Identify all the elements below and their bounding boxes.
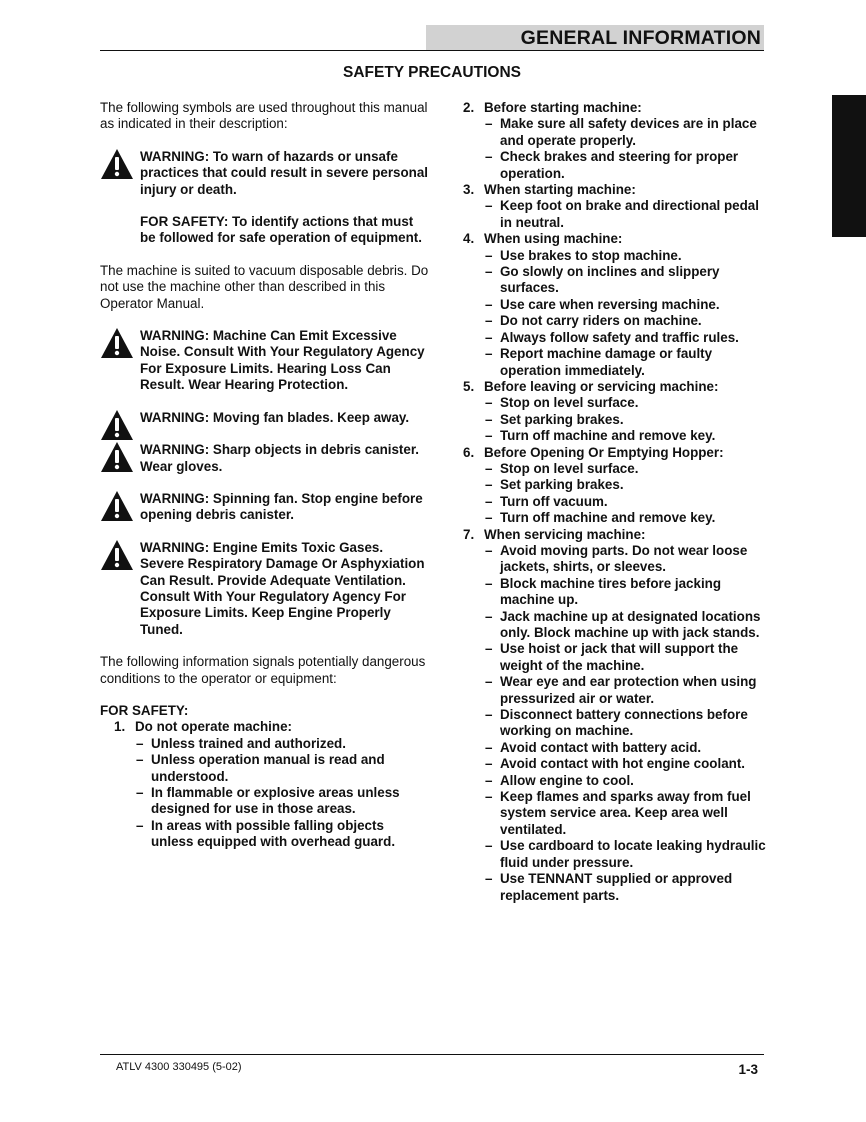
item-title: When using machine: (484, 231, 623, 247)
list-item: – Use TENNANT supplied or approved replacement parts. (485, 871, 733, 903)
list-item: – Turn off machine and remove key. (485, 428, 716, 444)
warning-text: WARNING: Spinning fan. Stop engine before opening debris canister. (140, 490, 423, 523)
item-list (463, 116, 773, 182)
item-list (114, 736, 430, 851)
page-number: 1-3 (738, 1062, 758, 1077)
suited-text: The machine is suited to vacuum disposable debris. Do not use the machine other than described in this Operator Manual. (100, 262, 429, 311)
list-item: – In flammable or explosive areas unless designed for use in those areas. (136, 785, 400, 817)
signals-text: The following information signals potentially dangerous conditions to the operator or equipment: (100, 654, 426, 686)
warning-text: WARNING: Engine Emits Toxic Gases. Severe Respiratory Damage Or Asphyxiation Can Result. Provide Adequate Ventilation. Consult With Your Regulatory Agency For Exposure Limits. Keep Engine Properly Tuned. (140, 539, 425, 637)
footer-rule (100, 1054, 764, 1055)
item-list (463, 248, 773, 379)
intro-text: The following symbols are used throughout this manual as indicated in their description: (100, 100, 428, 132)
warning-toxic-gases (100, 540, 430, 638)
list-item: – Go slowly on inclines and slippery surfaces. (485, 264, 720, 296)
list-item: – Turn off vacuum. (485, 493, 608, 509)
list-item: – Avoid contact with hot engine coolant. (485, 756, 745, 772)
list-item: – Set parking brakes. (485, 477, 624, 493)
safety-item-heading: 3. When starting machine: (463, 182, 636, 198)
list-item: – Use cardboard to locate leaking hydraulic fluid under pressure. (485, 838, 766, 870)
safety-item-6 (463, 445, 773, 527)
list-item: – Set parking brakes. (485, 411, 624, 427)
footer-doc-ref: ATLV 4300 330495 (5-02) (116, 1061, 242, 1073)
warning-triangle-icon (100, 441, 134, 473)
list-item: – Turn off machine and remove key. (485, 510, 716, 526)
warning-text: WARNING: Machine Can Emit Excessive Noise. Consult With Your Regulatory Agency For Exposure Limits. Hearing Loss Can Result. Wear Hearing Protection. (140, 328, 425, 393)
list-item: – Unless operation manual is read and understood. (136, 752, 385, 784)
list-item: – Use brakes to stop machine. (485, 247, 682, 263)
item-list (463, 461, 773, 527)
page-title: SAFETY PRECAUTIONS (343, 64, 521, 81)
item-title: Before starting machine: (484, 100, 642, 115)
safety-item-heading (114, 719, 430, 735)
safety-item-4 (463, 231, 773, 379)
right-column (463, 100, 773, 904)
warning-triangle-icon (100, 539, 134, 571)
item-list (463, 395, 773, 444)
list-item: – In areas with possible falling objects unless equipped with overhead guard. (136, 817, 396, 850)
safety-item-heading: 6. Before Opening Or Emptying Hopper: (463, 444, 724, 460)
list-item: – Report machine damage or faulty operation immediately. (485, 346, 713, 378)
item-title: When servicing machine: (484, 526, 646, 542)
list-item: – Allow engine to cool. (485, 772, 634, 788)
safety-item-heading: 4. When using machine: (463, 231, 623, 247)
item-title: Do not operate machine: (135, 719, 292, 735)
safety-item-heading: 7. When servicing machine: (463, 526, 646, 542)
safety-item-heading: 5. Before leaving or servicing machine: (463, 378, 719, 394)
warning-text: WARNING: Moving fan blades. Keep away. (140, 409, 410, 425)
safety-item-3 (463, 182, 773, 231)
list-item: – Keep foot on brake and directional pedal in neutral. (485, 198, 759, 230)
safety-item-5 (463, 379, 773, 445)
item-list (463, 198, 773, 231)
left-column (100, 100, 430, 851)
safety-definition: FOR SAFETY: To identify actions that must be followed for safe operation of equipment. (140, 214, 422, 246)
list-item: – Use hoist or jack that will support the weight of the machine. (485, 641, 739, 673)
safety-item-1 (100, 719, 430, 850)
list-item: – Avoid contact with battery acid. (485, 739, 702, 755)
warning-triangle-icon (100, 409, 134, 441)
for-safety-heading: FOR SAFETY: (100, 702, 189, 718)
list-item: – Use care when reversing machine. (485, 296, 720, 312)
header-rule (100, 50, 764, 51)
list-item: – Check brakes and steering for proper operation. (485, 149, 739, 181)
warning-definition-text: WARNING: To warn of hazards or unsafe practices that could result in severe personal injury or death. (140, 148, 429, 197)
item-title: Before Opening Or Emptying Hopper: (484, 444, 724, 460)
warning-triangle-icon (100, 490, 134, 522)
list-item: – Do not carry riders on machine. (485, 313, 702, 329)
safety-item-7 (463, 527, 773, 904)
list-item: – Keep flames and sparks away from fuel system service area. Keep area well ventilated. (485, 789, 751, 837)
safety-item-heading: 2. Before starting machine: (463, 100, 642, 115)
section-tab-marker (832, 95, 866, 237)
item-number: 1. (114, 719, 126, 735)
item-title: When starting machine: (484, 182, 636, 198)
list-item: – Always follow safety and traffic rules. (485, 329, 739, 345)
warning-spinning-fan (100, 491, 430, 524)
warning-sharp-objects (100, 442, 430, 475)
safety-item-2 (463, 100, 773, 182)
item-list (463, 543, 773, 904)
list-item: – Make sure all safety devices are in place and operate properly. (485, 116, 757, 148)
warning-definition (100, 149, 430, 198)
list-item: – Avoid moving parts. Do not wear loose jackets, shirts, or sleeves. (485, 542, 748, 575)
section-title: GENERAL INFORMATION (520, 27, 761, 49)
warning-text: WARNING: Sharp objects in debris canister. Wear gloves. (140, 442, 420, 474)
list-item: – Stop on level surface. (485, 460, 639, 476)
item-title: Before leaving or servicing machine: (484, 378, 719, 394)
warning-triangle-icon (100, 327, 134, 359)
list-item: – Disconnect battery connections before working on machine. (485, 707, 748, 739)
list-item: – Jack machine up at designated locations only. Block machine up with jack stands. (485, 608, 761, 640)
list-item: – Wear eye and ear protection when using pressurized air or water. (485, 674, 757, 706)
warning-fan-blades (100, 410, 430, 426)
list-item: – Block machine tires before jacking machine up. (485, 575, 722, 608)
list-item: – Unless trained and authorized. (136, 735, 346, 751)
warning-noise (100, 328, 430, 394)
warning-triangle-icon (100, 148, 134, 180)
list-item: – Stop on level surface. (485, 395, 639, 411)
